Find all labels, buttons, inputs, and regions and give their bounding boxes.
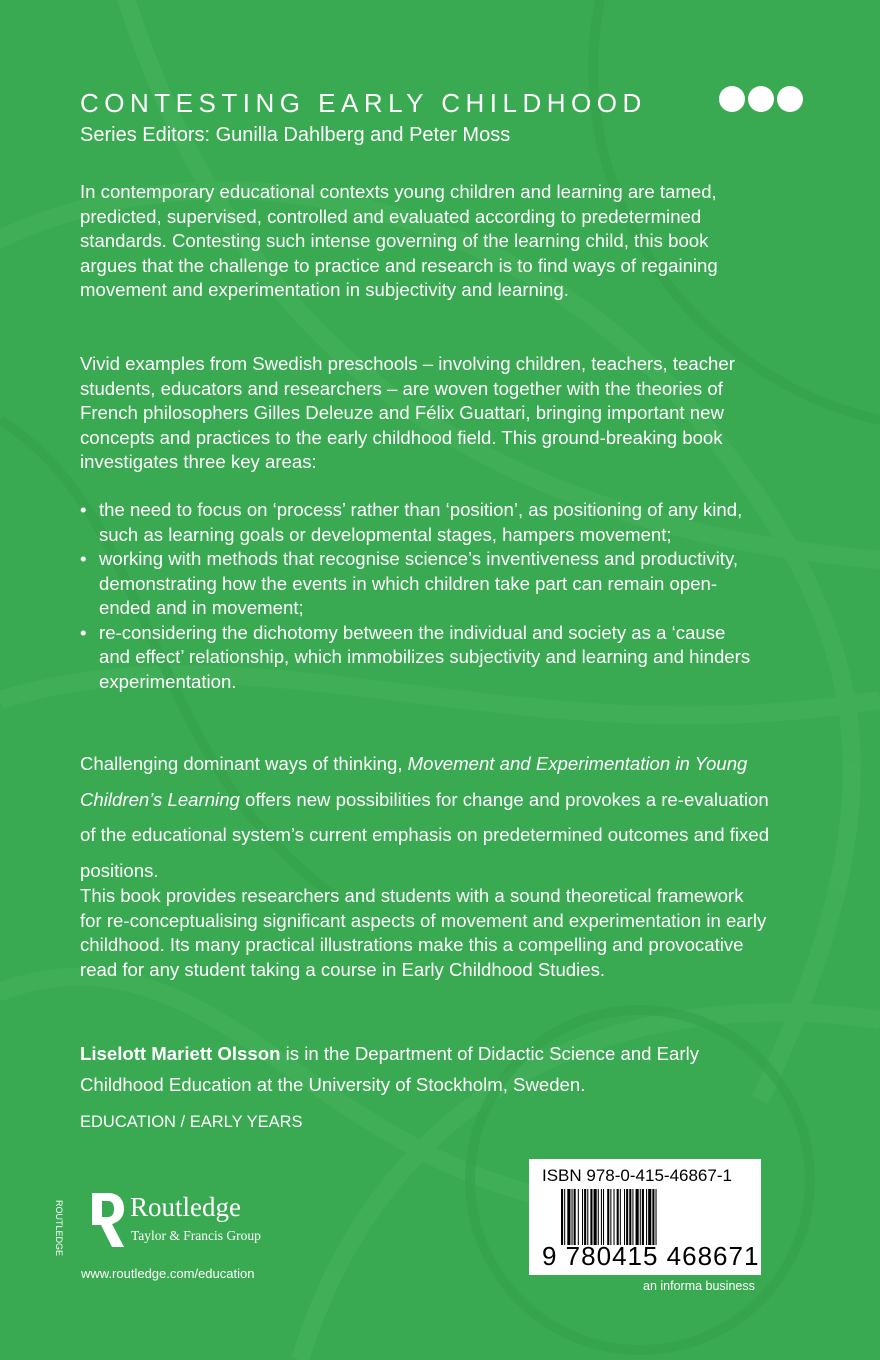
dot-icon — [719, 86, 745, 112]
author-name: Liselott Mariett Olsson — [80, 1043, 281, 1064]
isbn-label: ISBN 978-0-415-46867-1 — [542, 1166, 732, 1185]
author-bio — [80, 1038, 760, 1100]
barcode-bar — [614, 1189, 615, 1245]
barcode-bar — [640, 1189, 641, 1245]
series-dots-logo — [719, 86, 803, 112]
isbn-digits: 9 780415 468671 — [542, 1241, 760, 1271]
routledge-side-text: ROUTLEDGE — [54, 1200, 64, 1257]
subject-category: EDUCATION / EARLY YEARS — [80, 1113, 303, 1131]
description-paragraph-1: In contemporary educational contexts young children and learning are tamed, predicted, supervised, controlled and evaluated according to predetermined standards. Contesting such intense governing of the learning child, this book argues that the challenge to practice and research is to find ways of regaining movement and experimentation in subjectivity and learning. — [80, 181, 718, 300]
barcode-bar — [578, 1189, 579, 1245]
barcode-bar — [590, 1189, 592, 1245]
barcode-bar — [648, 1189, 651, 1245]
barcode-bar — [584, 1189, 586, 1245]
barcode-bar — [624, 1189, 625, 1245]
barcode-bar — [594, 1189, 597, 1245]
publisher-name: Routledge — [130, 1192, 241, 1222]
list-item: • the need to focus on ‘process’ rather than ‘position’, as positioning of any kind, such as learning goals or developmental stages, hampers movement; — [80, 498, 760, 547]
barcode-bar — [646, 1189, 647, 1245]
book-title: Movement and Experimentation in Young Children’s Learning — [80, 753, 748, 810]
barcode-bar — [607, 1189, 609, 1245]
barcode-bar — [629, 1189, 631, 1245]
publisher-group: Taylor & Francis Group — [131, 1228, 261, 1243]
barcode-bar — [587, 1189, 588, 1245]
barcode-bar — [572, 1189, 573, 1245]
author-bio-text: is in the Department of Didactic Science and Early Childhood Education at the University of Stockholm, Sweden. — [80, 1043, 699, 1095]
informa-tagline: an informa business — [643, 1279, 755, 1293]
description-paragraph-3 — [80, 746, 770, 888]
publisher-url[interactable]: www.routledge.com/education — [81, 1266, 255, 1281]
barcode-bar — [617, 1189, 619, 1245]
barcode-bar — [603, 1189, 604, 1245]
barcode-bar — [656, 1189, 657, 1245]
barcode-bar — [626, 1189, 628, 1245]
description-paragraph-4: This book provides researchers and students with a sound theoretical framework for re-conceptualising significant aspects of movement and experimentation in early childhood. Its many practical illustrations make this a compelling and provocative read for any student taking a course in Early Childhood Studies. — [80, 885, 767, 980]
paragraph-3-start: Challenging dominant ways of thinking, — [80, 753, 408, 774]
barcode-bar — [567, 1189, 570, 1245]
barcode-bar — [610, 1189, 611, 1245]
barcode-bar — [582, 1189, 583, 1245]
series-title: CONTESTING EARLY CHILDHOOD — [80, 88, 647, 118]
barcode-bar — [598, 1189, 599, 1245]
dot-icon — [748, 86, 774, 112]
barcode-bar — [642, 1189, 644, 1245]
barcode-bar — [636, 1189, 639, 1245]
barcode-bar — [564, 1189, 565, 1245]
list-item: • working with methods that recognise science’s inventiveness and productivity, demonstrating how the events in which children take part can remain open-ended and in movement; — [80, 547, 760, 621]
barcode-box — [529, 1159, 761, 1275]
barcode-icon — [561, 1189, 751, 1245]
key-areas-list — [80, 498, 760, 694]
barcode-bar — [561, 1189, 563, 1245]
dot-icon — [777, 86, 803, 112]
barcode-bar — [574, 1189, 576, 1245]
list-item: • re-considering the dichotomy between the individual and society as a ‘cause and effect’ relationship, which immobilizes subjectivity and learning and hinders experimentation. — [80, 621, 760, 695]
barcode-bar — [652, 1189, 654, 1245]
barcode-bar — [620, 1189, 621, 1245]
barcode-bar — [601, 1189, 602, 1245]
description-paragraph-2: Vivid examples from Swedish preschools – involving children, teachers, teacher students, educators and researchers – are woven together with the theories of French philosophers Gilles Deleuze and Félix Guattari, bringing important new concepts and practices to the early childhood field. This ground-breaking book investigates three key areas: — [80, 353, 735, 472]
series-editors: Series Editors: Gunilla Dahlberg and Peter Moss — [80, 124, 511, 146]
paragraph-3-end: offers new possibilities for change and provokes a re-evaluation of the educational system’s current emphasis on predetermined outcomes and fixed positions. — [80, 788, 770, 881]
barcode-bar — [632, 1189, 633, 1245]
